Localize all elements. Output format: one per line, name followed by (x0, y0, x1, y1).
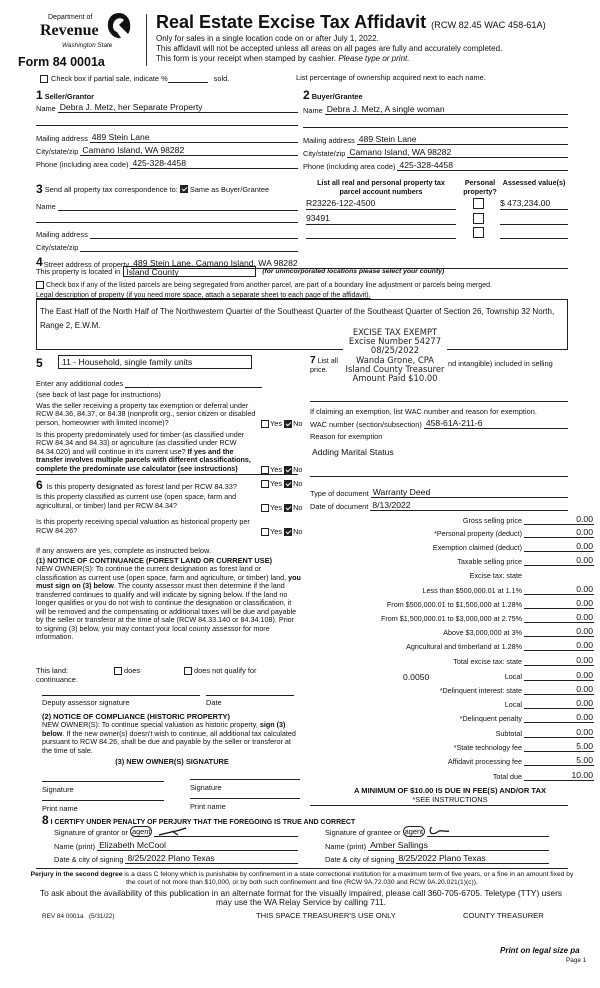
notice2-text: NEW OWNER(S): To continue special valuation as historic property, sign (3) below. If the new owner(s) doesn't wish to continue, all additional tax calculated pursuant to RCW 84.26, shall be due and payable by the seller or transferor at the time of sale. (42, 720, 296, 755)
seller-name-row: Name Debra J. Metz, her Separate Property (36, 102, 298, 113)
buyer-mailing-input[interactable]: 489 Stein Lane (357, 134, 568, 145)
q-current-use: Is this property classified as current use (open space, farm and agricultural, or timber) land per RCW 84.34? (36, 492, 237, 510)
parcel-row (306, 213, 568, 225)
header-note-1: Only for sales in a single location code on or after July 1, 2022. (156, 34, 379, 43)
grantor-date-city-input[interactable]: 8/25/2022 Plano Texas (125, 853, 298, 864)
buyer-heading: 2 Buyer/Grantee (303, 88, 363, 102)
excise-tax-stamp: EXCISE TAX EXEMPT Excise Number 54277 08/25/2022 Wanda Grone, CPA Island County Treasurer Amount Paid $10.00 (343, 327, 447, 384)
tax-row-local: Local 0.00 (504, 670, 593, 681)
correspondence-mailing-input[interactable] (90, 229, 298, 239)
owner2-print-line[interactable] (190, 798, 300, 799)
see-instructions-note: *SEE INSTRUCTIONS (412, 795, 488, 804)
doc-date-input[interactable]: 8/13/2022 (370, 500, 568, 511)
agency-line2: Revenue (40, 22, 99, 39)
personal-property-checkbox[interactable] (473, 227, 484, 238)
seller-city-row: City/state/zip Camano Island, WA 98282 (36, 145, 298, 156)
land-use-code-select[interactable]: 11 - Household, single family units (58, 355, 252, 369)
minimum-due-note: A MINIMUM OF $10.00 IS DUE IN FEE(S) AND/OR TAX (353, 786, 547, 795)
q-exemption-no-checkbox[interactable] (284, 420, 292, 428)
grantor-name-input[interactable]: Elizabeth McCool (97, 840, 298, 851)
owner1-signature-label: Signature (42, 785, 74, 794)
grantor-date-row: Date & city of signing 8/25/2022 Plano Texas (54, 853, 298, 864)
tax-row-delinquent-penalty: *Delinquent penalty 0.00 (459, 712, 593, 723)
q-timber-no-checkbox[interactable] (284, 466, 292, 474)
assessed-value-input[interactable] (500, 213, 568, 225)
deputy-date-line[interactable] (206, 695, 294, 696)
tax-row-total-due: Total due 10.00 (492, 770, 593, 781)
new-owner-signature-heading: (3) NEW OWNER(S) SIGNATURE (115, 757, 229, 766)
owner1-signature-line[interactable] (42, 781, 164, 782)
county-row: This property is located in Island County (for unincorporated locations please select your county) (36, 267, 445, 277)
partial-sale-percent-input[interactable] (168, 74, 208, 83)
additional-codes-input[interactable] (125, 378, 262, 388)
doc-type-input[interactable]: Warranty Deed (371, 487, 568, 498)
owner1-print-label: Print name (42, 804, 78, 813)
form-citation: (RCW 82.45 WAC 458-61A) (431, 20, 546, 30)
reason-input[interactable]: Adding Marital Status (312, 447, 394, 457)
q-historic-yes-checkbox[interactable] (261, 528, 269, 536)
correspondence-name-row: Name (36, 201, 298, 211)
tax-row-exemption-claimed: Exemption claimed (deduct) 0.00 (432, 541, 593, 552)
this-land-label: This land: continuance. (36, 666, 78, 684)
additional-codes-row: Enter any additional codes (36, 378, 262, 388)
grantee-signature-scribble-icon (427, 827, 451, 836)
buyer-name-line2[interactable] (303, 127, 568, 128)
owner1-print-line[interactable] (42, 800, 164, 801)
seller-name-input[interactable]: Debra J. Metz, her Separate Property (58, 102, 298, 113)
tax-row-delinquent-interest-state: *Delinquent interest: state 0.00 (439, 684, 593, 695)
header-note-3: This form is your receipt when stamped by cashier. Please type or print. (156, 54, 410, 63)
parcel-number-input[interactable]: 93491 (306, 213, 456, 225)
seller-mailing-row: Mailing address 489 Stein Lane (36, 132, 298, 143)
personal-property-checkbox[interactable] (473, 213, 484, 224)
tax-row-taxable-selling-price: Taxable selling price 0.00 (457, 555, 593, 566)
dor-swirl-icon (106, 12, 132, 40)
assessed-value-header: Assessed value(s) (502, 178, 566, 187)
county-treasurer-label: COUNTY TREASURER (463, 911, 544, 920)
tax-row-bracket-4: Above $3,000,000 at 3% 0.00 (443, 626, 593, 637)
buyer-phone-input[interactable]: 425-328-4458 (397, 160, 568, 171)
buyer-name-row: Name Debra J. Metz, A single woman (303, 104, 568, 115)
owner2-signature-label: Signature (190, 783, 222, 792)
form-revision: REV 84 0001a (5/31/22) (42, 913, 115, 920)
grantor-signature-row: Signature of grantor or agent (54, 826, 298, 837)
q-forest-answer: Yes No (261, 479, 303, 488)
grantee-name-row: Name (print) Amber Sallings (325, 840, 549, 851)
deputy-signature-label: Deputy assessor signature (42, 698, 130, 707)
personal-property-header: Personal property? (463, 178, 497, 196)
land-does-option: does (114, 666, 140, 675)
grantee-agent-circled: agent (404, 827, 424, 836)
legal-description-text: The East Half of the North Half of The Northwestern Quarter of the Southeast Quarter of the Southeast Quarter of Section 26, Township 32 North, Range 2, E.W.M. (40, 307, 555, 330)
section7-text-b: nd intangible) included in selling (448, 359, 553, 368)
q-current-use-yes-checkbox[interactable] (261, 504, 269, 512)
legal-description-label: Legal description of property (if you need more space, attach a separate sheet to each page of the affidavit). (36, 292, 371, 299)
section7-text: 7 List all price. (310, 355, 338, 374)
section8-bottom-divider (36, 868, 568, 869)
exemption-label: If claiming an exemption, list WAC number and reason for exemption. (310, 407, 537, 416)
tax-row-subtotal: Subtotal 0.00 (495, 727, 593, 738)
grantee-name-input[interactable]: Amber Sallings (368, 840, 549, 851)
tax-row-bracket-1: Less than $500,000.01 at 1.1% 0.00 (422, 584, 593, 595)
land-does-not-checkbox[interactable] (184, 667, 192, 675)
section6-instructions: If any answers are yes, complete as instructed below. (36, 546, 211, 555)
print-legal-note: Print on legal size pa (500, 946, 580, 955)
tax-row-bracket-3: From $1,500,000.01 to $3,000,000 at 2.75% 0.00 (380, 612, 593, 623)
grantor-signature-input[interactable] (154, 827, 298, 837)
seller-city-input[interactable]: Camano Island, WA 98282 (80, 145, 298, 156)
seller-name-line2[interactable] (36, 125, 298, 126)
seller-phone-row: Phone (including area code) 425-328-4458 (36, 158, 298, 169)
q-timber: Is this property predominately used for timber (as classified under RCW 84.34 and 84.33) or agriculture (as classified under RCW 84.34.020) and will continue in it's current use? If yes and the transfer involves multiple parcels with different classifications, complete the predominate use calculator (see instructions) (36, 430, 251, 473)
assessed-value-input[interactable] (500, 227, 568, 239)
seller-heading: 1 Seller/Grantor (36, 88, 94, 102)
parcel-number-input[interactable]: R23226-122-4500 (306, 198, 456, 210)
form-title-row (156, 12, 546, 33)
county-select[interactable]: Island County (123, 266, 256, 277)
tax-row-total-excise-state: Total excise tax: state 0.00 (453, 655, 593, 666)
parcel-row (306, 198, 568, 210)
tax-row-affidavit-processing-fee: Affidavit processing fee 5.00 (447, 755, 593, 766)
ownership-note: List percentage of ownership acquired next to each name. (296, 73, 486, 82)
agency-line3: Washington State (62, 42, 113, 49)
grantee-signature-row: Signature of grantee or agent (325, 826, 549, 837)
street-address-row: 4 Street address of property 489 Stein Lane, Camano Island, WA 98282 (36, 255, 568, 269)
doc-type-row: Type of document Warranty Deed (310, 487, 568, 498)
section5-number: 5 (36, 356, 43, 370)
land-does-checkbox[interactable] (114, 667, 122, 675)
partial-sale-row: Check box if partial sale, indicate % sold. (40, 74, 229, 83)
instructions-note: (see back of last page for instructions) (36, 390, 161, 399)
tax-row-delinquent-interest-local: Local 0.00 (504, 698, 593, 709)
section8-top-divider (310, 805, 568, 806)
tax-row-personal-property: *Personal property (deduct) 0.00 (434, 527, 593, 538)
wac-number-input[interactable]: 458-61A-211-6 (424, 418, 568, 429)
seller-mailing-input[interactable]: 489 Stein Lane (90, 132, 298, 143)
q-current-use-answer: Yes No (261, 503, 303, 512)
parcel-number-input[interactable] (306, 227, 456, 239)
section7-line[interactable] (310, 401, 568, 402)
wac-row: WAC number (section/subsection) 458-61A-211-6 (310, 418, 568, 429)
personal-property-checkbox[interactable] (473, 198, 484, 209)
q-historic: Is this property receiving special valuation as historical property per RCW 84.26? (36, 517, 250, 535)
q-historic-no-checkbox[interactable] (284, 528, 292, 536)
tax-row-agricultural: Agricultural and timberland at 1.28% 0.00 (406, 640, 593, 651)
certification-heading: 8 I CERTIFY UNDER PENALTY OF PERJURY THAT THE FOREGOING IS TRUE AND CORRECT (42, 813, 356, 827)
q-timber-yes-checkbox[interactable] (261, 466, 269, 474)
segregated-checkbox[interactable] (36, 281, 44, 289)
q-current-use-no-checkbox[interactable] (284, 504, 292, 512)
correspondence-name-line2[interactable] (36, 222, 298, 223)
grantee-date-row: Date & city of signing 8/25/2022 Plano Texas (325, 853, 549, 864)
parcel-row (306, 227, 568, 239)
same-as-buyer-checkbox[interactable] (180, 185, 188, 193)
tax-row-gross-selling-price: Gross selling price 0.00 (462, 514, 593, 525)
land-does-not-option: does not qualify for (184, 666, 256, 675)
notice1-heading: (1) NOTICE OF CONTINUANCE (FOREST LAND OR CURRENT USE) (36, 556, 273, 565)
buyer-city-input[interactable]: Camano Island, WA 98282 (347, 147, 568, 158)
q-historic-answer: Yes No (261, 527, 303, 536)
partial-sale-checkbox[interactable] (40, 75, 48, 83)
segregated-row: Check box if any of the listed parcels are being segregated from another parcel, are part of a boundary line adjustment or parcels being merged. (36, 281, 492, 289)
owner2-signature-line[interactable] (190, 779, 300, 780)
correspondence-name-input[interactable] (58, 201, 298, 211)
q-exemption-answer: Yes No (261, 419, 303, 428)
reason-line[interactable] (310, 476, 568, 477)
street-address-input[interactable]: 489 Stein Lane, Camano Island, WA 98282 (131, 258, 568, 269)
deputy-date-label: Date (206, 698, 222, 707)
q-forest: 6 Is this property designated as forest land per RCW 84.33? (36, 478, 237, 492)
q-exemption: Was the seller receiving a property tax exemption or deferral under RCW 84.36, 84.37, or 84.38 (nonprofit org., senior citizen or disabled person, homeowner with limited income)? (36, 401, 256, 427)
notice2-heading: (2) NOTICE OF COMPLIANCE (HISTORIC PROPERTY) (42, 712, 230, 721)
buyer-city-row: City/state/zip Camano Island, WA 98282 (303, 147, 568, 158)
seller-phone-input[interactable]: 425-328-4458 (130, 158, 298, 169)
assessed-value-input[interactable]: $ 473,234.00 (500, 198, 568, 210)
reason-label: Reason for exemption (310, 432, 383, 441)
q-exemption-yes-checkbox[interactable] (261, 420, 269, 428)
agency-line1: Department of (48, 14, 93, 21)
correspondence-city-row: City/state/zip (36, 242, 298, 252)
correspondence-mailing-row: Mailing address (36, 229, 298, 239)
form-title: Real Estate Excise Tax Affidavit (156, 12, 427, 32)
doc-date-row: Date of document 8/13/2022 (310, 500, 568, 511)
parcel-header: List all real and personal property tax parcel account numbers (317, 178, 445, 196)
correspondence-heading: 3 Send all property tax correspondence to: Same as Buyer/Grantee (36, 182, 270, 196)
local-rate: 0.0050 (403, 672, 430, 682)
q-forest-yes-checkbox[interactable] (261, 480, 269, 488)
q-forest-no-checkbox[interactable] (284, 480, 292, 488)
header-note-2: This affidavit will not be accepted unless all areas on all pages are fully and accurately completed. (156, 44, 503, 53)
tax-row-excise-state-heading: Excise tax: state (469, 571, 522, 580)
grantor-signature-scribble-icon (158, 827, 188, 837)
grantee-signature-input[interactable] (427, 827, 549, 837)
correspondence-city-input[interactable] (80, 242, 298, 252)
perjury-notice: Perjury in the second degree is a class C felony which is punishable by confinement in a state correctional institution for a maximum term of five years, or a fine in an amount fixed by the court of not more than $10,000, or by both such confinement and fine (RCW 9A.72.030 and RCW 9A.20.021(1)(c)). (30, 871, 574, 886)
buyer-mailing-row: Mailing address 489 Stein Lane (303, 134, 568, 145)
legal-description-box[interactable] (36, 299, 568, 350)
treasurer-use-label: THIS SPACE TREASURER'S USE ONLY (256, 911, 396, 920)
notice1-text: NEW OWNER(S): To continue the current designation as forest land or classification as current use (open space, farm and agriculture, or timber) land, you must sign on (3) below. The county assessor must then determine if the land transferred continues to qualify and will indicate by signing below. If the land no longer qualifies or you do not wish to continue the designation or classification, it will be removed and the compensating or additional taxes will be due and payable by the seller or transferor at the time of sale (RCW 84.33.140 or 84.34.108). Prior to signing (3) below, you may contact your local county assessor for more information. (36, 564, 301, 641)
owner2-print-label: Print name (190, 802, 226, 811)
section5-divider (36, 474, 298, 475)
grantor-agent-circled: agent (131, 827, 151, 836)
grantor-name-row: Name (print) Elizabeth McCool (54, 840, 298, 851)
buyer-name-input[interactable]: Debra J. Metz, A single woman (325, 104, 568, 115)
accessibility-notice: To ask about the availability of this publication in an alternate format for the visually impaired, please call 360-705-6705. Teletype (TTY) users may use the WA Relay Service by calling 711. (39, 888, 563, 907)
page-number: Page 1 (566, 957, 587, 964)
tax-row-state-technology-fee: *State technology fee 5.00 (453, 741, 593, 752)
header-divider (146, 14, 147, 66)
form-number: Form 84 0001a (18, 55, 105, 69)
buyer-phone-row: Phone (including area code) 425-328-4458 (303, 160, 568, 171)
q-timber-answer: Yes No (261, 465, 303, 474)
deputy-signature-line[interactable] (42, 695, 200, 696)
tax-row-bracket-2: From $500,000.01 to $1,500,000 at 1.28% 0.00 (386, 598, 593, 609)
dor-logo (14, 12, 134, 52)
grantee-date-city-input[interactable]: 8/25/2022 Plano Texas (396, 853, 549, 864)
